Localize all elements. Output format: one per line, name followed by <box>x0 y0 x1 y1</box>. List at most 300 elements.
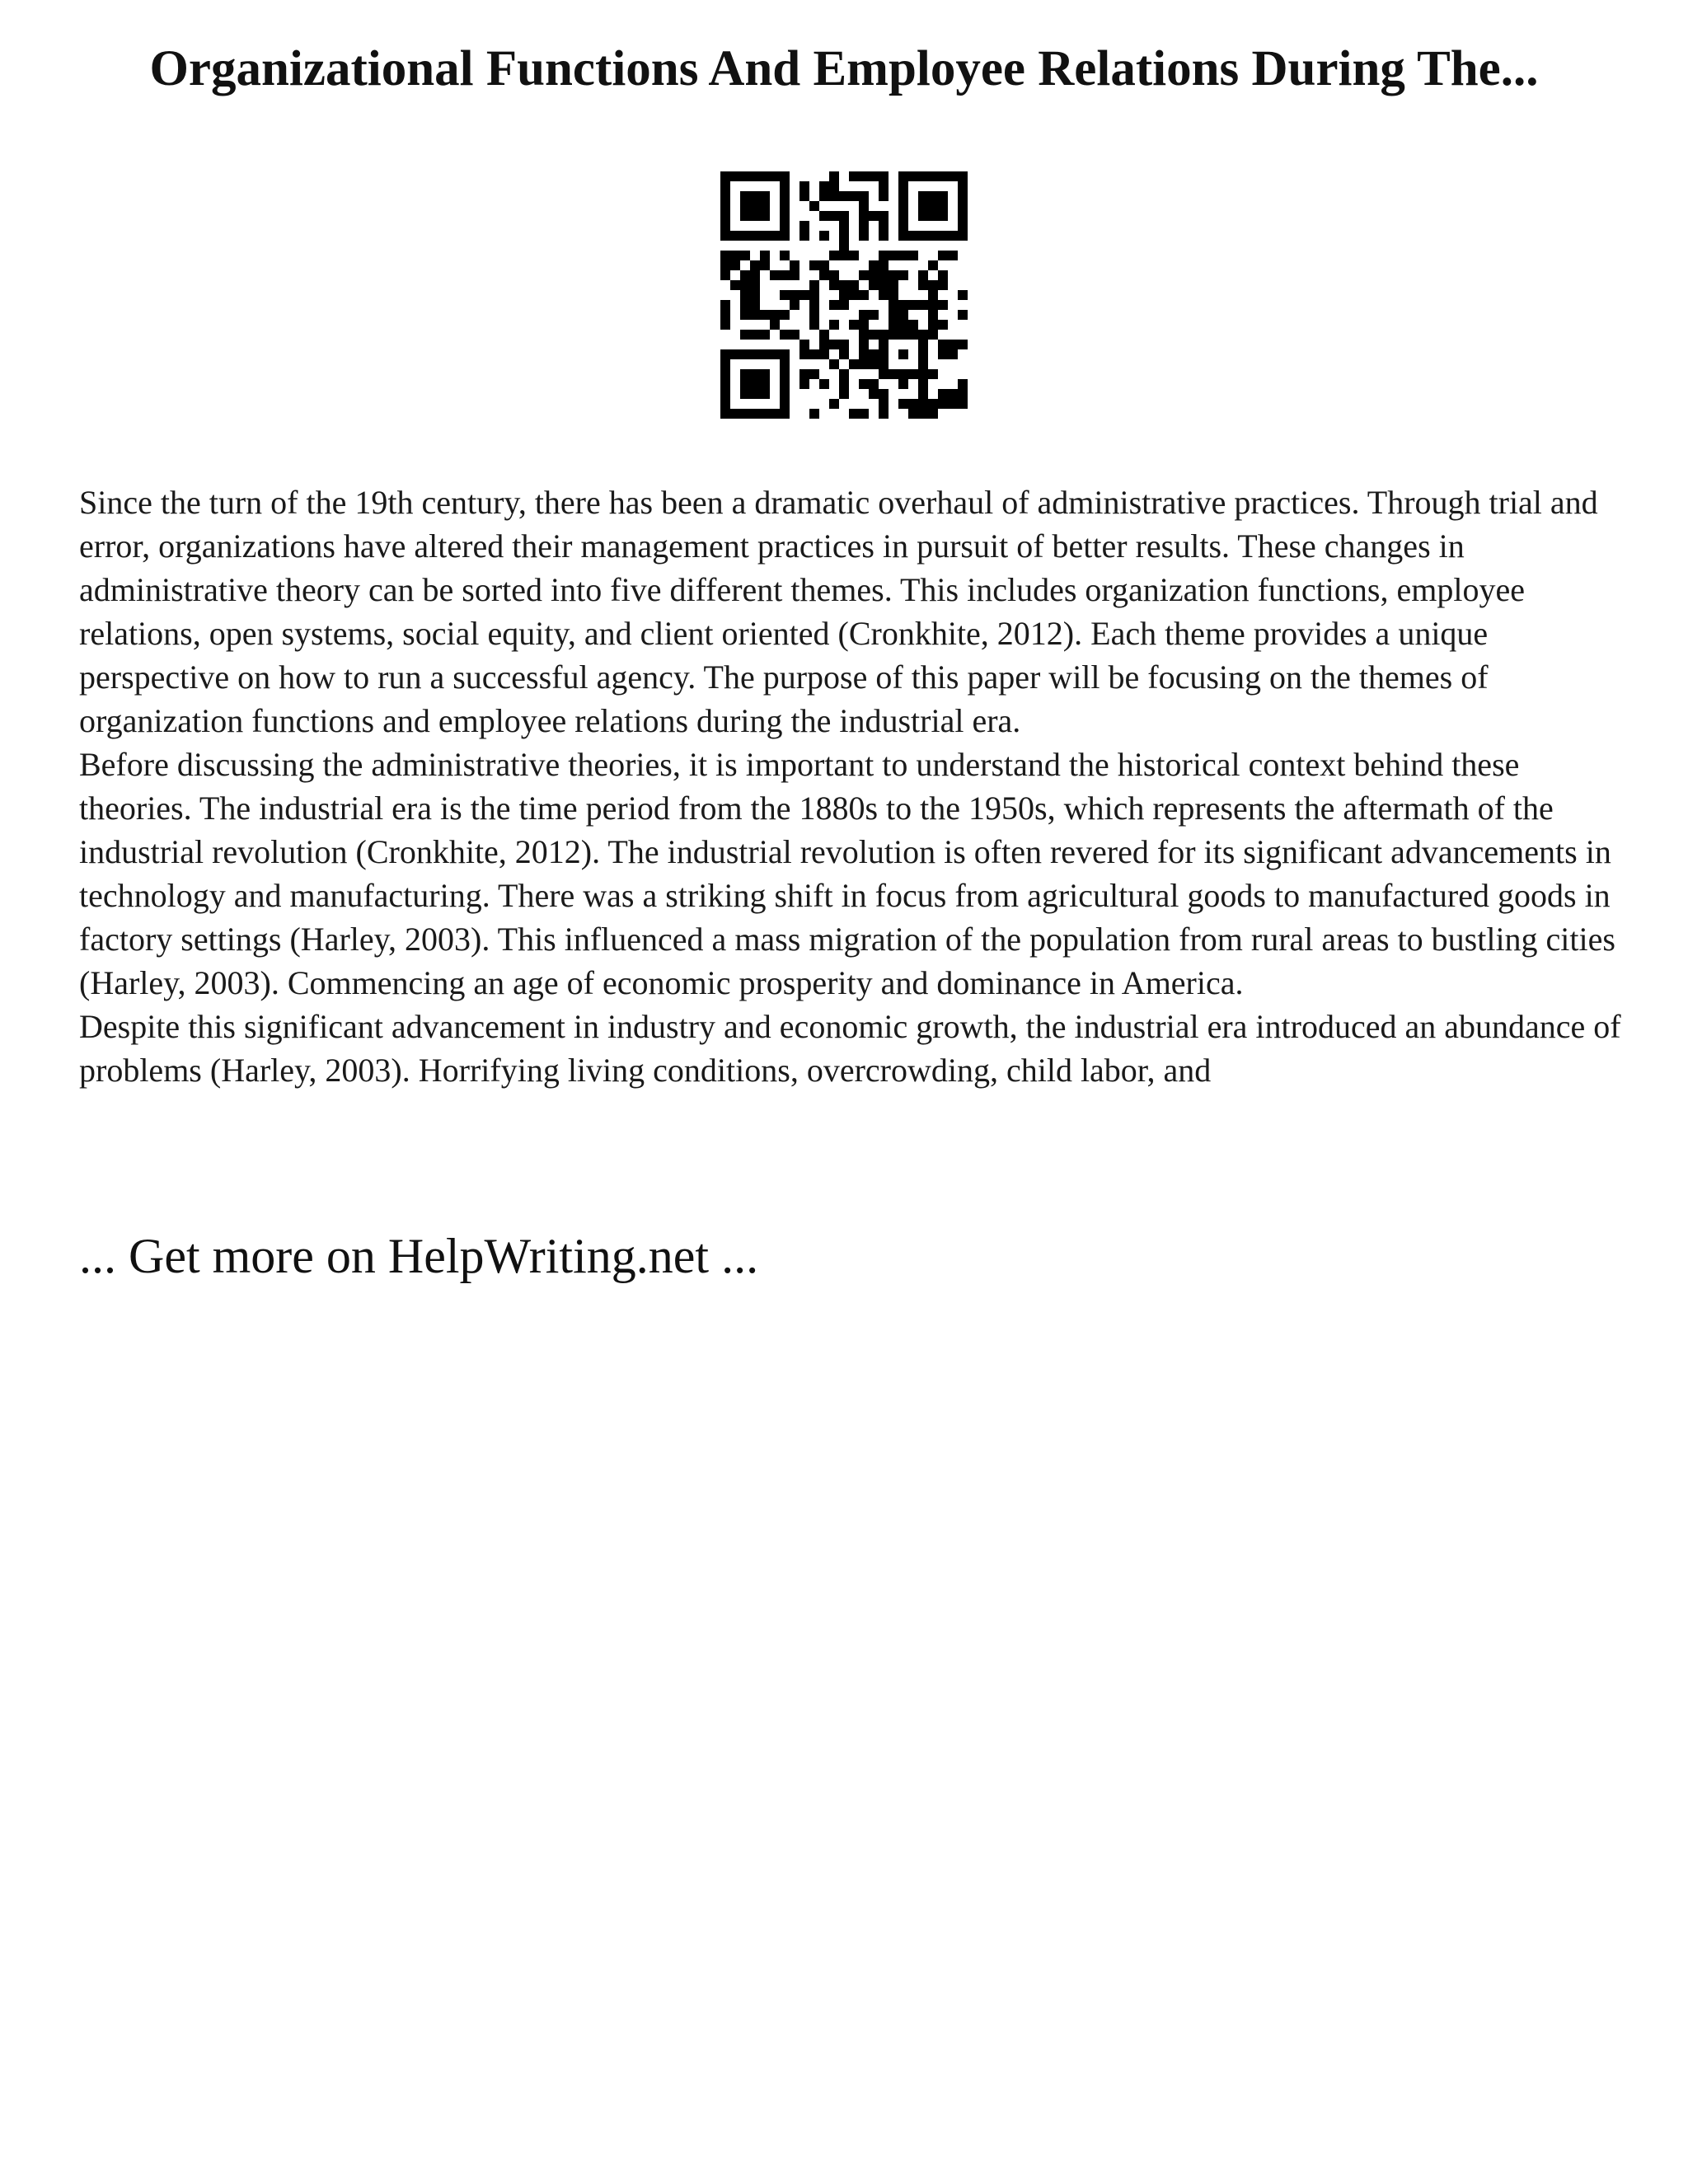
qr-module <box>720 369 730 379</box>
qr-module <box>780 270 790 280</box>
qr-module <box>869 359 879 369</box>
qr-module <box>849 251 859 260</box>
qr-module <box>720 191 730 201</box>
qr-module <box>948 340 958 349</box>
qr-module <box>918 300 928 310</box>
qr-module <box>770 231 780 241</box>
qr-module <box>918 191 928 201</box>
qr-module <box>740 379 750 389</box>
qr-module <box>780 201 790 211</box>
qr-module <box>889 280 898 290</box>
qr-module <box>839 221 849 231</box>
qr-module <box>928 320 938 330</box>
qr-module <box>879 280 889 290</box>
qr-module <box>869 389 879 399</box>
qr-module <box>948 389 958 399</box>
qr-module <box>740 270 750 280</box>
qr-module <box>958 340 968 349</box>
qr-module <box>760 310 770 320</box>
qr-module <box>859 379 869 389</box>
qr-module <box>730 280 740 290</box>
qr-module <box>859 359 869 369</box>
qr-module <box>770 270 780 280</box>
qr-module <box>720 251 730 260</box>
qr-module <box>780 231 790 241</box>
qr-module <box>889 320 898 330</box>
qr-module <box>879 251 889 260</box>
qr-module <box>799 221 809 231</box>
paragraph: Despite this significant advancement in industry and economic growth, the industrial era introduced an abundance of problems (Harley, 2003). Horrifying living conditions, overcrowding, child labor, and <box>79 1008 1621 1089</box>
qr-module <box>740 191 750 201</box>
qr-module <box>928 290 938 300</box>
qr-module <box>889 251 898 260</box>
qr-module <box>859 349 869 359</box>
qr-module <box>819 211 829 221</box>
qr-module <box>908 369 918 379</box>
qr-module <box>839 290 849 300</box>
qr-module <box>829 171 839 181</box>
qr-module <box>958 310 968 320</box>
qr-module <box>839 211 849 221</box>
qr-module <box>829 320 839 330</box>
qr-module <box>720 320 730 330</box>
qr-module <box>839 349 849 359</box>
qr-module <box>750 231 760 241</box>
qr-module <box>819 349 829 359</box>
qr-module <box>809 320 819 330</box>
qr-module <box>750 211 760 221</box>
qr-module <box>889 310 898 320</box>
qr-module <box>740 231 750 241</box>
qr-module <box>839 379 849 389</box>
qr-module <box>898 379 908 389</box>
qr-module <box>918 379 928 389</box>
qr-module <box>730 409 740 419</box>
qr-module <box>859 221 869 231</box>
qr-module <box>898 270 908 280</box>
qr-module <box>839 191 849 201</box>
qr-module <box>859 310 869 320</box>
qr-module <box>740 349 750 359</box>
qr-module <box>750 201 760 211</box>
qr-module <box>799 290 809 300</box>
qr-module <box>799 369 809 379</box>
qr-module <box>928 201 938 211</box>
qr-module <box>760 191 770 201</box>
qr-module <box>750 280 760 290</box>
qr-module <box>958 191 968 201</box>
qr-module <box>799 379 809 389</box>
qr-module <box>849 409 859 419</box>
qr-module <box>760 409 770 419</box>
qr-module <box>829 340 839 349</box>
qr-module <box>819 340 829 349</box>
qr-module <box>720 231 730 241</box>
qr-module <box>750 191 760 201</box>
qr-module <box>720 310 730 320</box>
qr-module <box>918 280 928 290</box>
qr-module <box>859 201 869 211</box>
qr-module <box>938 171 948 181</box>
qr-module <box>819 270 829 280</box>
qr-module <box>799 181 809 191</box>
qr-module <box>780 359 790 369</box>
qr-module <box>740 201 750 211</box>
qr-module <box>948 399 958 409</box>
qr-module <box>879 389 889 399</box>
qr-module <box>839 280 849 290</box>
qr-module <box>928 191 938 201</box>
qr-module <box>879 260 889 270</box>
qr-module <box>898 181 908 191</box>
qr-module <box>938 201 948 211</box>
qr-module <box>879 181 889 191</box>
qr-module <box>938 320 948 330</box>
qr-module <box>928 399 938 409</box>
qr-module <box>780 211 790 221</box>
qr-module <box>760 330 770 340</box>
qr-module <box>740 290 750 300</box>
qr-module <box>720 270 730 280</box>
qr-module <box>879 290 889 300</box>
qr-module <box>829 280 839 290</box>
qr-module <box>750 379 760 389</box>
qr-module <box>770 349 780 359</box>
qr-module <box>809 260 819 270</box>
qr-module <box>859 211 869 221</box>
qr-module <box>869 171 879 181</box>
qr-module <box>908 330 918 340</box>
qr-module <box>780 221 790 231</box>
qr-module <box>849 191 859 201</box>
qr-module <box>898 221 908 231</box>
qr-module <box>918 359 928 369</box>
qr-module <box>829 191 839 201</box>
qr-module <box>849 171 859 181</box>
qr-module <box>760 379 770 389</box>
qr-module <box>790 300 799 310</box>
qr-module <box>849 320 859 330</box>
qr-module <box>859 340 869 349</box>
qr-module <box>760 201 770 211</box>
qr-module <box>829 211 839 221</box>
qr-module <box>819 191 829 201</box>
qr-module <box>829 399 839 409</box>
qr-module <box>889 369 898 379</box>
qr-module <box>740 251 750 260</box>
qr-module <box>918 349 928 359</box>
qr-module <box>918 201 928 211</box>
qr-module <box>879 340 889 349</box>
qr-module <box>938 231 948 241</box>
qr-module <box>750 290 760 300</box>
qr-module <box>760 349 770 359</box>
qr-module <box>839 231 849 241</box>
qr-module <box>928 231 938 241</box>
qr-module <box>780 251 790 260</box>
qr-module <box>958 181 968 191</box>
qr-module <box>938 340 948 349</box>
qr-module <box>750 369 760 379</box>
qr-module <box>720 379 730 389</box>
qr-module <box>898 191 908 201</box>
qr-module <box>879 221 889 231</box>
qr-module <box>879 191 889 201</box>
get-more-link[interactable]: ... Get more on HelpWriting.net ... <box>79 1229 759 1283</box>
qr-module <box>780 399 790 409</box>
qr-module <box>869 379 879 389</box>
qr-module <box>869 280 879 290</box>
qr-module <box>720 399 730 409</box>
qr-module <box>780 389 790 399</box>
qr-module <box>760 251 770 260</box>
qr-module <box>918 211 928 221</box>
qr-module <box>829 359 839 369</box>
page-title: Organizational Functions And Employee Relations During The... <box>149 41 1539 96</box>
qr-module <box>839 300 849 310</box>
qr-module <box>819 260 829 270</box>
qr-module <box>928 280 938 290</box>
qr-module <box>859 231 869 241</box>
qr-module <box>740 280 750 290</box>
qr-module <box>948 251 958 260</box>
qr-module <box>809 300 819 310</box>
qr-module <box>780 349 790 359</box>
qr-module <box>730 171 740 181</box>
qr-module <box>809 290 819 300</box>
qr-module <box>938 389 948 399</box>
qr-module <box>720 211 730 221</box>
qr-module <box>730 260 740 270</box>
qr-module <box>809 409 819 419</box>
qr-module <box>770 409 780 419</box>
qr-module <box>809 349 819 359</box>
qr-module <box>839 389 849 399</box>
qr-module <box>730 349 740 359</box>
qr-module <box>958 201 968 211</box>
qr-module <box>809 201 819 211</box>
qr-module <box>780 191 790 201</box>
qr-module <box>928 310 938 320</box>
paragraph: Since the turn of the 19th century, there has been a dramatic overhaul of administrative practices. Through trial and error, organizations have altered their management practices in pursuit of better results. These changes in administrative theory can be sorted into five different themes. This includes organization functions, employee relations, open systems, social equity, and client oriented (Cronkhite, 2012). Each theme provides a unique perspective on how to run a successful agency. The purpose of this paper will be focusing on the themes of organization functions and employee relations during the industrial era. <box>79 484 1598 739</box>
qr-module <box>750 270 760 280</box>
qr-module <box>938 251 948 260</box>
qr-module <box>720 300 730 310</box>
qr-module <box>849 280 859 290</box>
qr-module <box>790 270 799 280</box>
qr-module <box>740 300 750 310</box>
qr-module <box>879 270 889 280</box>
qr-module <box>918 389 928 399</box>
qr-module <box>898 300 908 310</box>
qr-module <box>859 320 869 330</box>
qr-module <box>839 369 849 379</box>
qr-module <box>948 349 958 359</box>
qr-module <box>849 359 859 369</box>
qr-module <box>720 409 730 419</box>
qr-module <box>918 330 928 340</box>
qr-module <box>760 389 770 399</box>
qr-module <box>859 409 869 419</box>
qr-module <box>879 349 889 359</box>
qr-module <box>770 320 780 330</box>
qr-module <box>898 211 908 221</box>
qr-module <box>889 300 898 310</box>
qr-module <box>908 171 918 181</box>
qr-module <box>889 290 898 300</box>
qr-module <box>829 251 839 260</box>
qr-module <box>879 231 889 241</box>
qr-module <box>938 399 948 409</box>
qr-module <box>780 409 790 419</box>
qr-module <box>958 290 968 300</box>
qr-module <box>720 359 730 369</box>
qr-module <box>898 320 908 330</box>
qr-module <box>720 260 730 270</box>
qr-module <box>849 290 859 300</box>
qr-module <box>908 231 918 241</box>
qr-module <box>938 349 948 359</box>
qr-module <box>859 191 869 201</box>
paragraph: Before discussing the administrative theories, it is important to understand the historical context behind these theories. The industrial era is the time period from the 1880s to the 1950s, which represents the aftermath of the industrial revolution (Cronkhite, 2012). The industrial revolution is often revered for its significant advancements in technology and manufacturing. There was a striking shift in focus from agricultural goods to manufactured goods in factory settings (Harley, 2003). This influenced a mass migration of the population from rural areas to bustling cities (Harley, 2003). Commencing an age of economic prosperity and dominance in America. <box>79 746 1615 1001</box>
qr-module <box>780 290 790 300</box>
qr-module <box>958 211 968 221</box>
qr-module <box>879 171 889 181</box>
qr-module <box>879 399 889 409</box>
qr-module <box>879 409 889 419</box>
qr-module <box>799 349 809 359</box>
qr-module <box>750 310 760 320</box>
qr-module <box>898 231 908 241</box>
qr-module <box>750 389 760 399</box>
qr-module <box>938 191 948 201</box>
qr-module <box>898 349 908 359</box>
qr-module <box>809 369 819 379</box>
qr-module <box>869 330 879 340</box>
qr-module <box>928 409 938 419</box>
qr-module <box>928 369 938 379</box>
qr-module <box>780 310 790 320</box>
qr-module <box>750 171 760 181</box>
qr-module <box>780 379 790 389</box>
qr-module <box>889 330 898 340</box>
qr-module <box>958 399 968 409</box>
qr-module <box>938 211 948 221</box>
qr-module <box>898 171 908 181</box>
qr-module <box>879 330 889 340</box>
qr-module <box>760 171 770 181</box>
qr-module <box>829 270 839 280</box>
qr-module <box>948 231 958 241</box>
qr-module <box>908 300 918 310</box>
qr-module <box>869 270 879 280</box>
qr-module <box>918 171 928 181</box>
qr-module <box>730 231 740 241</box>
qr-module <box>918 340 928 349</box>
qr-module <box>780 330 790 340</box>
qr-module <box>918 270 928 280</box>
qr-module <box>750 300 760 310</box>
qr-module <box>958 171 968 181</box>
qr-module <box>780 369 790 379</box>
qr-module <box>879 359 889 369</box>
qr-module <box>720 171 730 181</box>
qr-module <box>799 340 809 349</box>
qr-module <box>730 251 740 260</box>
qr-module <box>780 171 790 181</box>
qr-module <box>859 270 869 280</box>
qr-code-icon <box>720 171 968 419</box>
qr-module <box>839 251 849 260</box>
qr-module <box>819 379 829 389</box>
qr-module <box>928 211 938 221</box>
qr-module <box>760 231 770 241</box>
qr-module <box>898 399 908 409</box>
qr-module <box>898 369 908 379</box>
qr-module <box>908 409 918 419</box>
qr-module <box>879 369 889 379</box>
qr-module <box>928 260 938 270</box>
qr-module <box>859 330 869 340</box>
qr-module <box>790 290 799 300</box>
qr-module <box>819 231 829 241</box>
qr-module <box>898 310 908 320</box>
qr-module <box>869 349 879 359</box>
qr-module <box>898 201 908 211</box>
qr-module <box>720 389 730 399</box>
qr-module <box>750 330 760 340</box>
qr-module <box>869 260 879 270</box>
qr-module <box>918 409 928 419</box>
qr-module <box>809 310 819 320</box>
qr-module <box>760 260 770 270</box>
qr-module <box>799 231 809 241</box>
qr-module <box>720 181 730 191</box>
qr-module <box>770 171 780 181</box>
qr-module <box>898 251 908 260</box>
qr-module <box>740 409 750 419</box>
qr-module <box>908 251 918 260</box>
qr-module <box>720 221 730 231</box>
qr-module <box>839 340 849 349</box>
qr-module <box>918 399 928 409</box>
qr-module <box>958 221 968 231</box>
qr-module <box>938 280 948 290</box>
qr-module <box>740 211 750 221</box>
qr-module <box>918 231 928 241</box>
article-body <box>79 480 1629 1092</box>
qr-module <box>958 389 968 399</box>
qr-module <box>948 171 958 181</box>
qr-module <box>790 330 799 340</box>
qr-module <box>809 280 819 290</box>
qr-module <box>908 399 918 409</box>
qr-module <box>839 241 849 251</box>
qr-module <box>829 181 839 191</box>
qr-module <box>740 389 750 399</box>
qr-module <box>720 349 730 359</box>
qr-module <box>770 310 780 320</box>
qr-module <box>780 181 790 191</box>
qr-module <box>898 330 908 340</box>
qr-module <box>829 300 839 310</box>
qr-module <box>750 260 760 270</box>
qr-module <box>819 181 829 191</box>
qr-module <box>889 270 898 280</box>
qr-module <box>740 369 750 379</box>
qr-module <box>760 211 770 221</box>
qr-module <box>908 320 918 330</box>
